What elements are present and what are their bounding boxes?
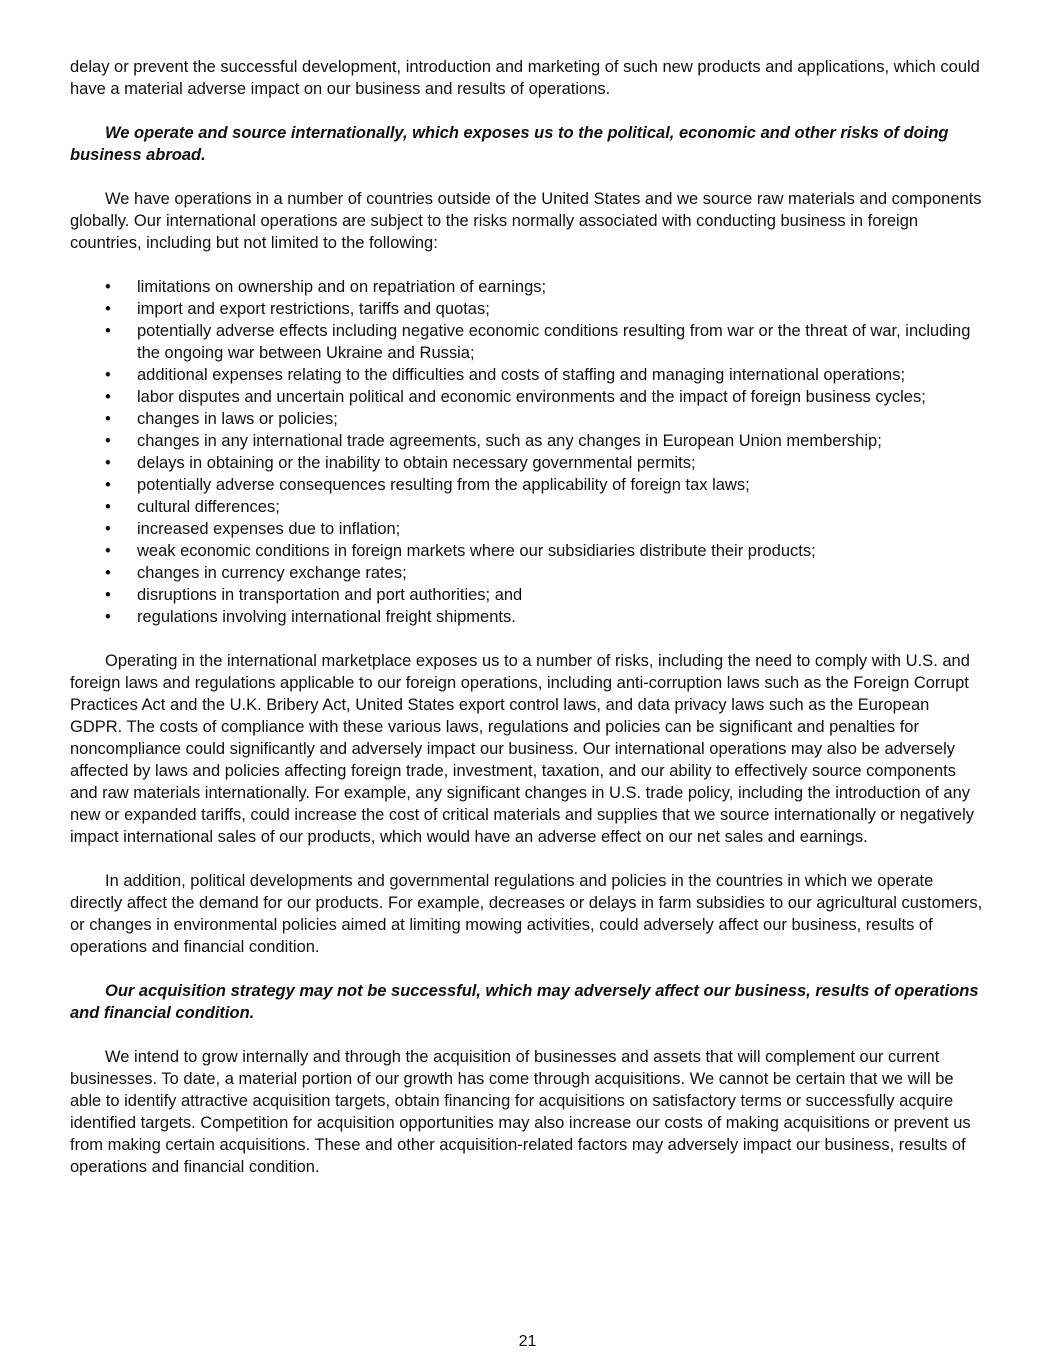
bullet-item: • changes in laws or policies;	[105, 408, 985, 430]
bullet-item: • changes in currency exchange rates;	[105, 562, 985, 584]
bullet-item: • limitations on ownership and on repatriation of earnings;	[105, 276, 985, 298]
paragraph-political-developments: In addition, political developments and governmental regulations and policies in the countries in which we operate directly affect the demand for our products. For example, decreases or delays in farm subsidies to our agricultural customers, or changes in environmental policies aimed at limiting mowing activities, could adversely affect our business, results of operations and financial condition.	[70, 872, 983, 956]
bullet-item: • potentially adverse consequences resulting from the applicability of foreign tax laws;	[105, 474, 985, 496]
page-number: 21	[518, 1333, 537, 1350]
risk-bullet-list	[70, 276, 985, 628]
bullet-item: • weak economic conditions in foreign markets where our subsidiaries distribute their products;	[105, 540, 985, 562]
section-heading-international-risks: We operate and source internationally, which exposes us to the political, economic and other risks of doing business abroad.	[70, 124, 949, 164]
bullet-item: • labor disputes and uncertain political and economic environments and the impact of foreign business cycles;	[105, 386, 985, 408]
paragraph-continuation: delay or prevent the successful development, introduction and marketing of such new products and applications, which could have a material adverse impact on our business and results of operations.	[70, 58, 980, 98]
bullet-item: • potentially adverse effects including negative economic conditions resulting from war or the threat of war, including the ongoing war between Ukraine and Russia;	[105, 320, 985, 364]
section-heading-acquisition-strategy: Our acquisition strategy may not be successful, which may adversely affect our business, results of operations and financial condition.	[70, 982, 979, 1022]
bullet-item: • regulations involving international freight shipments.	[105, 606, 985, 628]
bullet-item: • increased expenses due to inflation;	[105, 518, 985, 540]
bullet-item: • additional expenses relating to the difficulties and costs of staffing and managing international operations;	[105, 364, 985, 386]
bullet-item: • cultural differences;	[105, 496, 985, 518]
bullet-item: • disruptions in transportation and port authorities; and	[105, 584, 985, 606]
bullet-item: • changes in any international trade agreements, such as any changes in European Union membership;	[105, 430, 985, 452]
bullet-item: • delays in obtaining or the inability to obtain necessary governmental permits;	[105, 452, 985, 474]
paragraph-international-operations: We have operations in a number of countries outside of the United States and we source raw materials and components globally. Our international operations are subject to the risks normally associated with conducting business in foreign countries, including but not limited to the following:	[70, 190, 982, 252]
bullet-item: • import and export restrictions, tariffs and quotas;	[105, 298, 985, 320]
paragraph-compliance-risks: Operating in the international marketplace exposes us to a number of risks, including the need to comply with U.S. and foreign laws and regulations applicable to our foreign operations, including anti-corruption laws such as the Foreign Corrupt Practices Act and the U.K. Bribery Act, United States export control laws, and data privacy laws such as the European GDPR. The costs of compliance with these various laws, regulations and policies can be significant and penalties for noncompliance could significantly and adversely impact our business. Our international operations may also be adversely affected by laws and policies affecting foreign trade, investment, taxation, and our ability to effectively source components and raw materials internationally. For example, any significant changes in U.S. trade policy, including the introduction of any new or expanded tariffs, could increase the cost of critical materials and supplies that we source internationally or negatively impact international sales of our products, which would have an adverse effect on our net sales and earnings.	[70, 652, 975, 846]
paragraph-acquisition-growth: We intend to grow internally and through the acquisition of businesses and assets that will complement our current businesses. To date, a material portion of our growth has come through acquisitions. We cannot be certain that we will be able to identify attractive acquisition targets, obtain financing for acquisitions on satisfactory terms or successfully acquire identified targets. Competition for acquisition opportunities may also increase our costs of making acquisitions or prevent us from making certain acquisitions. These and other acquisition-related factors may adversely impact our business, results of operations and financial condition.	[70, 1048, 971, 1176]
